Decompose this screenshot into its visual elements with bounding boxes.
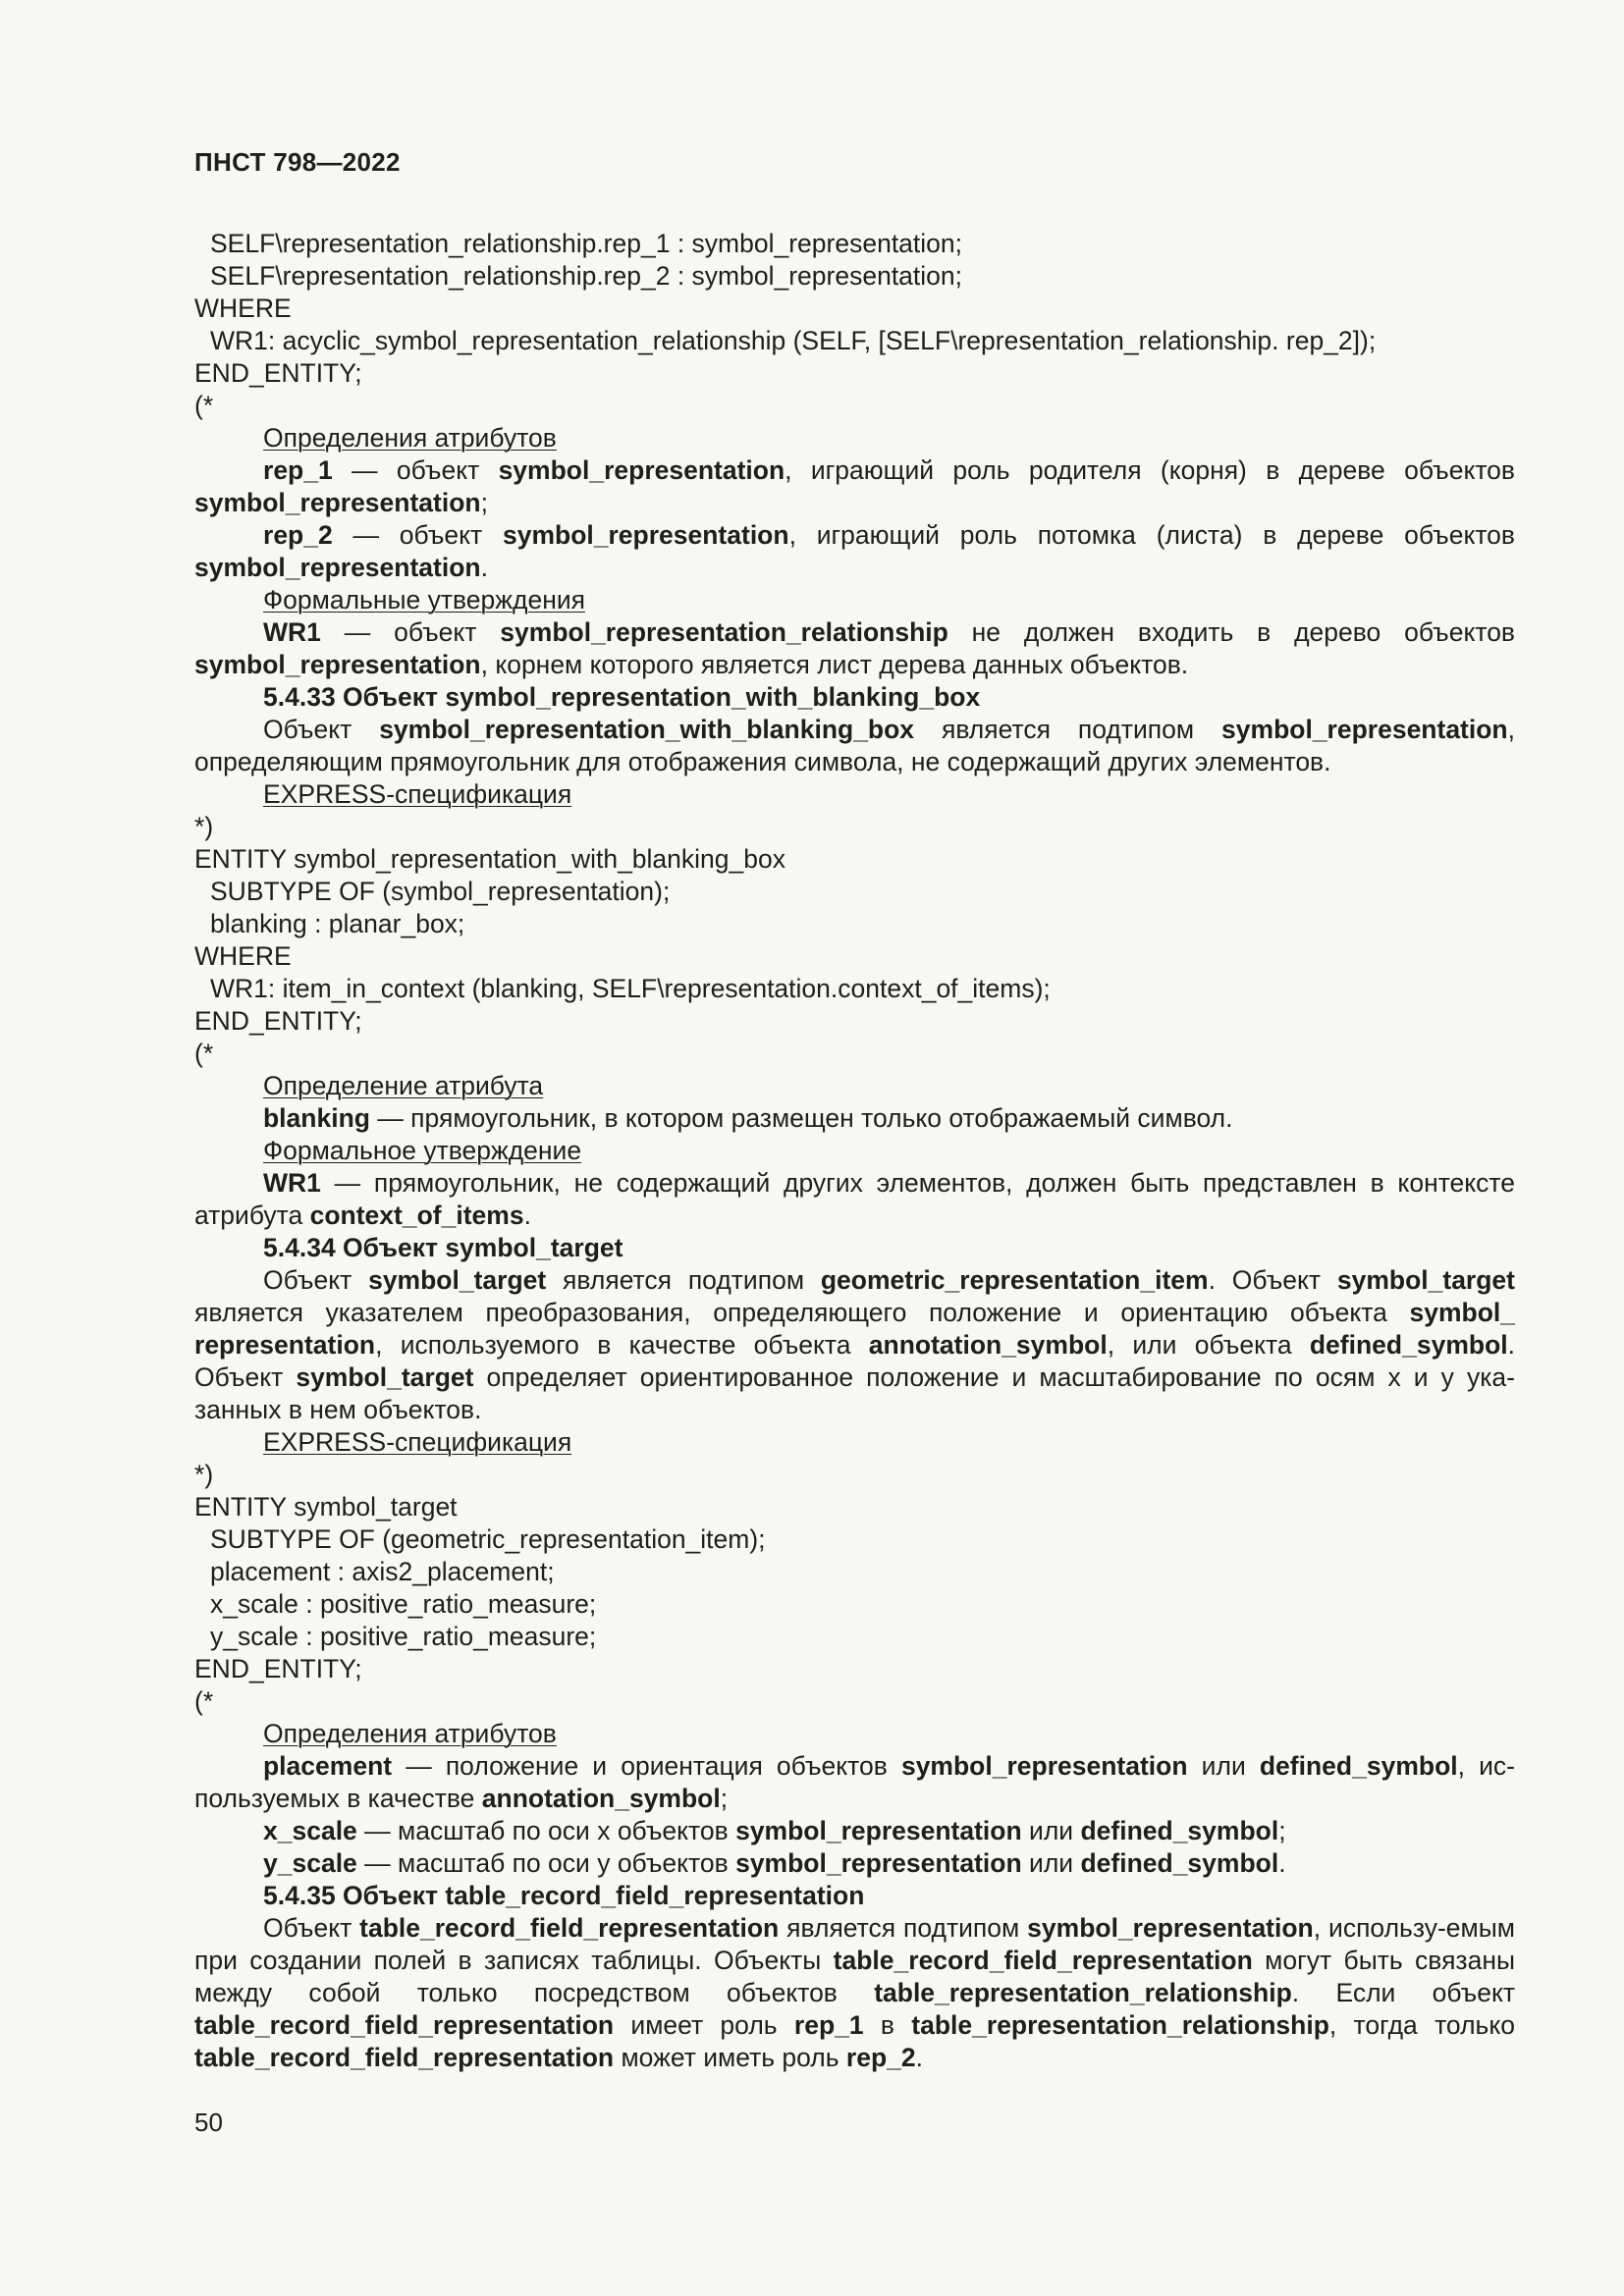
paragraph-5-4-35: Объект table_record_field_representation является подтипом symbol_representation, использу-емым при создании полей в записях таблицы. Объекты table_record_field_representation могут быть связаны между собой только посредством объектов table_representation_relationship. Если объект table_record_field_representation имеет роль rep_1 в table_representation_relationship, тогда только table_record_field_representation может иметь роль rep_2. [194,1913,1516,2072]
code-line: ENTITY symbol_representation_with_blanking_box [194,844,785,874]
formal-statements-heading: Формальные утверждения [263,585,585,614]
code-line: SUBTYPE OF (geometric_representation_item); [210,1524,766,1554]
paragraph-rep2: rep_2 — объект symbol_representation, играющий роль потомка (листа) в дереве объектов symbol_representation. [194,520,1515,582]
code-line: END_ENTITY; [194,1654,362,1683]
code-line: SUBTYPE OF (symbol_representation); [210,877,671,906]
code-line: ENTITY symbol_target [194,1492,458,1522]
code-line: WR1: item_in_context (blanking, SELF\representation.context_of_items); [210,974,1051,1003]
code-line: (* [194,391,214,420]
express-spec-heading: EXPRESS-спецификация [263,1427,572,1457]
code-line: END_ENTITY; [194,1006,362,1036]
code-line: SELF\representation_relationship.rep_2 : symbol_representation; [210,261,963,291]
section-heading-5-4-35: 5.4.35 Объект table_record_field_representation [263,1881,865,1910]
section-heading-5-4-34: 5.4.34 Объект symbol_target [263,1233,623,1262]
express-spec-heading: EXPRESS-спецификация [263,779,572,809]
paragraph-y-scale: y_scale — масштаб по оси y объектов symbol_representation или defined_symbol. [263,1848,1286,1878]
code-line: END_ENTITY; [194,358,362,388]
code-line: (* [194,1686,214,1716]
code-line: y_scale : positive_ratio_measure; [210,1622,597,1651]
paragraph-wr1-blanking: WR1 — прямоугольник, не содержащий других элементов, должен быть представлен в контексте атрибута context_of_items. [194,1168,1515,1230]
code-line: x_scale : positive_ratio_measure; [210,1589,597,1619]
code-line: *) [194,1460,214,1489]
code-line: WR1: acyclic_symbol_representation_relationship (SELF, [SELF\representation_relationship. rep_2]); [210,326,1377,355]
code-line: blanking : planar_box; [210,909,465,938]
paragraph-wr1: WR1 — объект symbol_representation_relationship не должен входить в дерево объектов symbol_representation, корнем которого является лист дерева данных объектов. [194,617,1516,679]
code-line: *) [194,812,214,841]
formal-statement-heading: Формальное утверждение [263,1136,582,1165]
page-content [194,228,1515,2074]
paragraph-rep1: rep_1 — объект symbol_representation, играющий роль родителя (корня) в дереве объектов symbol_representation; [194,455,1516,517]
attributes-heading: Определения атрибутов [263,423,557,453]
code-line: WHERE [194,941,292,971]
code-line: placement : axis2_placement; [210,1557,555,1586]
code-line: WHERE [194,294,292,323]
paragraph-5-4-33: Объект symbol_representation_with_blanking_box является подтипом symbol_representation, определяющим прямоугольник для отображения символа, не содержащий других элементов. [194,715,1515,776]
paragraph-x-scale: x_scale — масштаб по оси x объектов symbol_representation или defined_symbol; [263,1816,1286,1845]
code-line: SELF\representation_relationship.rep_1 : symbol_representation; [210,229,963,258]
section-heading-5-4-33: 5.4.33 Объект symbol_representation_with_blanking_box [263,682,981,712]
paragraph-placement: placement — положение и ориентация объектов symbol_representation или defined_symbol, ис-пользуемых в качестве annotation_symbol; [194,1751,1515,1813]
page-header: ПНСТ 798—2022 [194,147,401,177]
paragraph-5-4-34: Объект symbol_target является подтипом geometric_representation_item. Объект symbol_target является указателем преобразования, определяющего положение и ориентацию объекта symbol_ representation, используемого в качестве объекта annotation_symbol, или объекта defined_symbol. Объект symbol_target определяет ориентированное положение и масштабирование по осям x и y ука-занных в нем объектов. [194,1265,1515,1424]
attribute-heading: Определение атрибута [263,1071,544,1100]
page-number: 50 [194,2108,223,2137]
attributes-heading: Определения атрибутов [263,1719,557,1748]
code-line: (* [194,1039,214,1068]
paragraph-blanking: blanking — прямоугольник, в котором размещен только отображаемый символ. [263,1103,1233,1133]
